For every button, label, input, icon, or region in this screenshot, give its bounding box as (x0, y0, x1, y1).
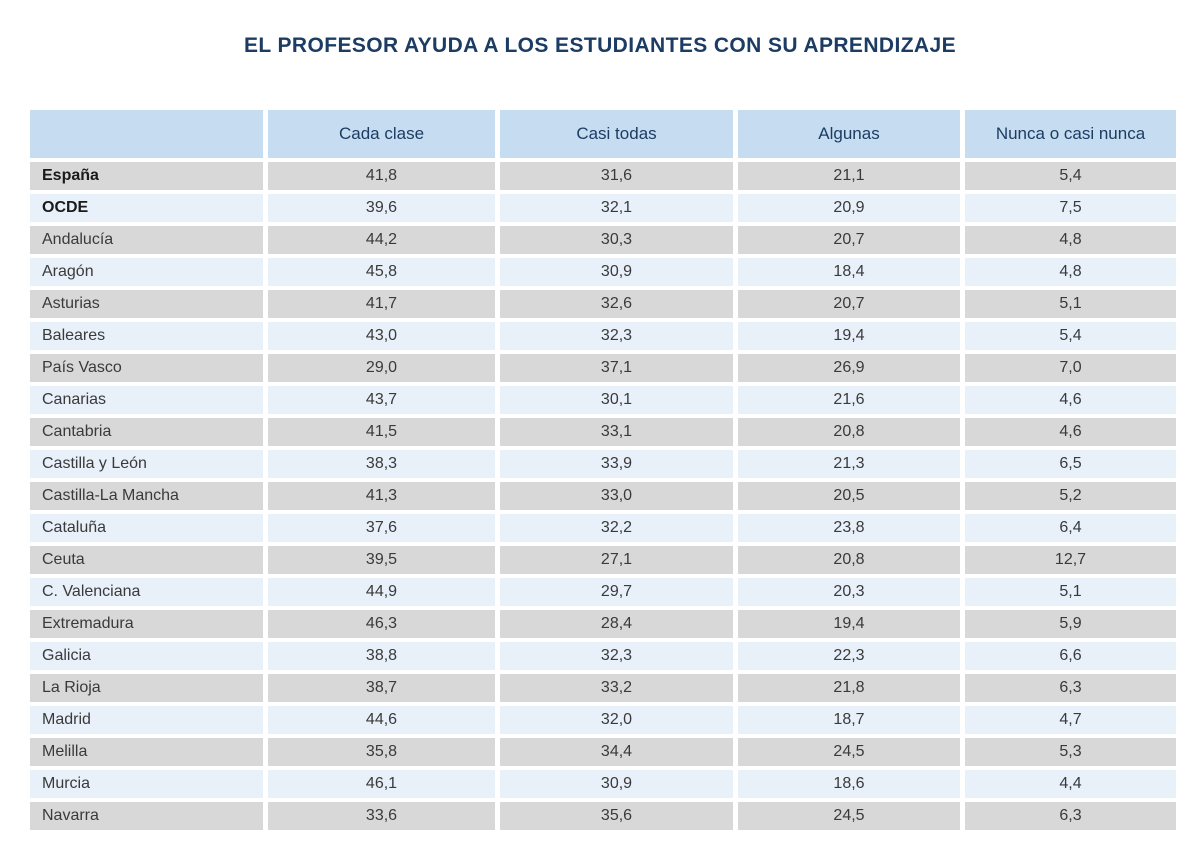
value-cell: 4,8 (965, 258, 1176, 286)
value-cell: 20,3 (738, 578, 960, 606)
table-row (30, 322, 1176, 350)
value-cell: 44,2 (268, 226, 495, 254)
row-label-cell: Cantabria (30, 418, 263, 446)
value-cell: 20,5 (738, 482, 960, 510)
table-row (30, 450, 1176, 478)
row-label-cell: Ceuta (30, 546, 263, 574)
row-label-cell: Extremadura (30, 610, 263, 638)
value-cell: 41,7 (268, 290, 495, 318)
value-cell: 30,3 (500, 226, 733, 254)
table-row (30, 738, 1176, 766)
row-label-cell: Aragón (30, 258, 263, 286)
value-cell: 46,1 (268, 770, 495, 798)
value-cell: 12,7 (965, 546, 1176, 574)
value-cell: 19,4 (738, 322, 960, 350)
row-label-cell: OCDE (30, 194, 263, 222)
value-cell: 18,4 (738, 258, 960, 286)
value-cell: 6,6 (965, 642, 1176, 670)
value-cell: 20,7 (738, 226, 960, 254)
row-label-cell: Canarias (30, 386, 263, 414)
value-cell: 30,1 (500, 386, 733, 414)
value-cell: 24,5 (738, 802, 960, 830)
header-row (30, 110, 1176, 158)
value-cell: 21,3 (738, 450, 960, 478)
value-cell: 7,5 (965, 194, 1176, 222)
table-row (30, 674, 1176, 702)
value-cell: 4,6 (965, 418, 1176, 446)
value-cell: 23,8 (738, 514, 960, 542)
value-cell: 21,1 (738, 162, 960, 190)
row-label-cell: Murcia (30, 770, 263, 798)
value-cell: 18,7 (738, 706, 960, 734)
value-cell: 33,1 (500, 418, 733, 446)
value-cell: 20,8 (738, 546, 960, 574)
row-label-cell: Navarra (30, 802, 263, 830)
value-cell: 6,3 (965, 674, 1176, 702)
value-cell: 27,1 (500, 546, 733, 574)
value-cell: 4,4 (965, 770, 1176, 798)
value-cell: 33,9 (500, 450, 733, 478)
row-label-cell: Castilla y León (30, 450, 263, 478)
row-label-cell: Melilla (30, 738, 263, 766)
value-cell: 5,4 (965, 162, 1176, 190)
table-row (30, 610, 1176, 638)
table-row (30, 418, 1176, 446)
value-cell: 21,8 (738, 674, 960, 702)
row-label-cell: Asturias (30, 290, 263, 318)
row-label-cell: Madrid (30, 706, 263, 734)
value-cell: 35,6 (500, 802, 733, 830)
value-cell: 5,1 (965, 578, 1176, 606)
table-row (30, 802, 1176, 830)
value-cell: 41,5 (268, 418, 495, 446)
value-cell: 32,0 (500, 706, 733, 734)
value-cell: 32,6 (500, 290, 733, 318)
value-cell: 45,8 (268, 258, 495, 286)
value-cell: 22,3 (738, 642, 960, 670)
table-body (30, 162, 1176, 830)
value-cell: 6,4 (965, 514, 1176, 542)
value-cell: 32,2 (500, 514, 733, 542)
value-cell: 32,3 (500, 322, 733, 350)
value-cell: 26,9 (738, 354, 960, 382)
table-row (30, 258, 1176, 286)
row-label-cell: La Rioja (30, 674, 263, 702)
value-cell: 29,7 (500, 578, 733, 606)
table-row (30, 386, 1176, 414)
table-row (30, 770, 1176, 798)
value-cell: 5,3 (965, 738, 1176, 766)
value-cell: 44,6 (268, 706, 495, 734)
value-cell: 43,7 (268, 386, 495, 414)
value-cell: 38,3 (268, 450, 495, 478)
row-label-cell: Cataluña (30, 514, 263, 542)
value-cell: 5,2 (965, 482, 1176, 510)
value-cell: 28,4 (500, 610, 733, 638)
value-cell: 39,5 (268, 546, 495, 574)
value-cell: 44,9 (268, 578, 495, 606)
value-cell: 33,2 (500, 674, 733, 702)
row-label-cell: Galicia (30, 642, 263, 670)
column-header: Nunca o casi nunca (965, 110, 1176, 158)
table-row (30, 162, 1176, 190)
value-cell: 29,0 (268, 354, 495, 382)
value-cell: 37,1 (500, 354, 733, 382)
value-cell: 32,3 (500, 642, 733, 670)
value-cell: 31,6 (500, 162, 733, 190)
column-header: Algunas (738, 110, 960, 158)
table-row (30, 354, 1176, 382)
value-cell: 20,8 (738, 418, 960, 446)
value-cell: 7,0 (965, 354, 1176, 382)
table-row (30, 290, 1176, 318)
value-cell: 33,6 (268, 802, 495, 830)
column-header: Casi todas (500, 110, 733, 158)
table-row (30, 578, 1176, 606)
value-cell: 4,7 (965, 706, 1176, 734)
value-cell: 6,3 (965, 802, 1176, 830)
value-cell: 20,9 (738, 194, 960, 222)
table-row (30, 194, 1176, 222)
value-cell: 19,4 (738, 610, 960, 638)
row-label-cell: C. Valenciana (30, 578, 263, 606)
table-row (30, 226, 1176, 254)
row-label-cell: País Vasco (30, 354, 263, 382)
value-cell: 5,4 (965, 322, 1176, 350)
value-cell: 20,7 (738, 290, 960, 318)
column-header: Cada clase (268, 110, 495, 158)
corner-header (30, 110, 263, 158)
value-cell: 24,5 (738, 738, 960, 766)
value-cell: 38,7 (268, 674, 495, 702)
value-cell: 5,9 (965, 610, 1176, 638)
value-cell: 30,9 (500, 770, 733, 798)
value-cell: 35,8 (268, 738, 495, 766)
value-cell: 18,6 (738, 770, 960, 798)
value-cell: 21,6 (738, 386, 960, 414)
value-cell: 33,0 (500, 482, 733, 510)
value-cell: 5,1 (965, 290, 1176, 318)
table-row (30, 482, 1176, 510)
row-label-cell: Castilla-La Mancha (30, 482, 263, 510)
value-cell: 41,8 (268, 162, 495, 190)
row-label-cell: Andalucía (30, 226, 263, 254)
value-cell: 6,5 (965, 450, 1176, 478)
table-row (30, 514, 1176, 542)
value-cell: 39,6 (268, 194, 495, 222)
results-table (25, 106, 1181, 834)
page-title: EL PROFESOR AYUDA A LOS ESTUDIANTES CON SU APRENDIZAJE (244, 34, 956, 57)
value-cell: 4,8 (965, 226, 1176, 254)
row-label-cell: Baleares (30, 322, 263, 350)
table-row (30, 642, 1176, 670)
value-cell: 41,3 (268, 482, 495, 510)
table-row (30, 546, 1176, 574)
value-cell: 38,8 (268, 642, 495, 670)
value-cell: 34,4 (500, 738, 733, 766)
value-cell: 37,6 (268, 514, 495, 542)
table-row (30, 706, 1176, 734)
value-cell: 4,6 (965, 386, 1176, 414)
value-cell: 43,0 (268, 322, 495, 350)
value-cell: 32,1 (500, 194, 733, 222)
value-cell: 30,9 (500, 258, 733, 286)
row-label-cell: España (30, 162, 263, 190)
value-cell: 46,3 (268, 610, 495, 638)
